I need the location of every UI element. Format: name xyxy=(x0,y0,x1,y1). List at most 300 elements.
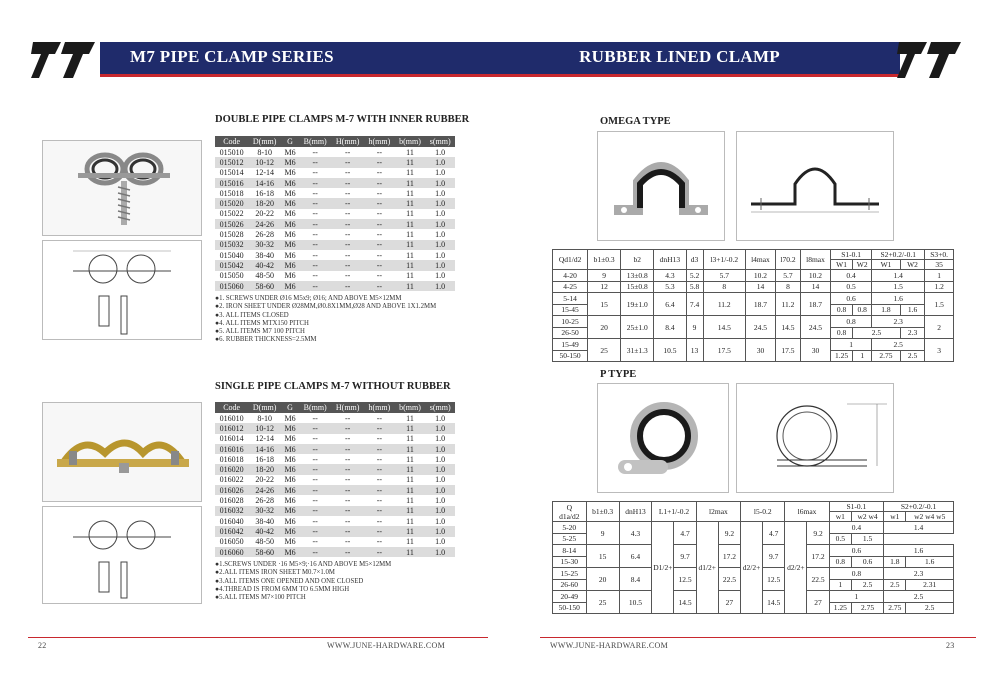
table-cell: 1.0 xyxy=(425,281,455,291)
omega-table xyxy=(552,249,954,362)
table-cell: 1.6 xyxy=(906,556,954,568)
column-header-sub: d1a/d2 xyxy=(559,511,580,521)
table-cell: 26-28 xyxy=(248,229,281,239)
table-cell: -- xyxy=(331,260,364,270)
table-cell: 015018 xyxy=(215,188,248,198)
table-cell: -- xyxy=(364,434,395,444)
table-cell: -- xyxy=(331,219,364,229)
table-cell: 11 xyxy=(395,526,426,536)
table-cell: -- xyxy=(299,516,331,526)
table-cell: 0.8 xyxy=(853,304,872,316)
table-cell: -- xyxy=(331,413,364,423)
footer-line-right xyxy=(540,637,976,638)
table-row xyxy=(215,260,455,270)
table-cell: 1.0 xyxy=(425,475,455,485)
table-cell: -- xyxy=(364,444,395,454)
table-cell: 1.6 xyxy=(872,293,925,305)
table-cell: 11 xyxy=(395,495,426,505)
table-cell: 016042 xyxy=(215,526,248,536)
table-cell: 11 xyxy=(395,250,426,260)
table-cell: 11 xyxy=(395,547,426,557)
table-row xyxy=(215,229,455,239)
column-header: dnH13 xyxy=(619,502,651,522)
table-cell: 1.0 xyxy=(425,516,455,526)
table-cell: 7.4 xyxy=(686,293,703,316)
table-cell: 1.0 xyxy=(425,547,455,557)
table-cell: M6 xyxy=(281,537,299,547)
table-cell: 9 xyxy=(686,316,703,339)
column-header: b1±0.3 xyxy=(586,502,619,522)
table-cell: 1.0 xyxy=(425,506,455,516)
column-header: l70.2 xyxy=(775,250,800,270)
table-cell: 1.0 xyxy=(425,240,455,250)
table-cell: 12-14 xyxy=(248,168,281,178)
table-cell: -- xyxy=(299,178,331,188)
table-cell: 0.6 xyxy=(852,556,884,568)
table-cell: 18-20 xyxy=(248,198,281,208)
table-cell: 015020 xyxy=(215,198,248,208)
brand-logo-left xyxy=(27,38,99,82)
table-cell: 11 xyxy=(395,260,426,270)
table-row xyxy=(215,188,455,198)
table-cell: 58-60 xyxy=(248,281,281,291)
column-header: S2+0.2/-0.1 xyxy=(872,250,925,260)
table-cell: 9.7 xyxy=(674,545,696,568)
table-row xyxy=(215,219,455,229)
column-header: d3 xyxy=(686,250,703,270)
table-cell: 17.2 xyxy=(807,545,829,568)
table-cell: M6 xyxy=(281,516,299,526)
table-cell: M6 xyxy=(281,271,299,281)
table-cell: -- xyxy=(299,188,331,198)
table-cell: 016050 xyxy=(215,537,248,547)
column-header: Code xyxy=(215,136,248,147)
sub-header: w2 w4 xyxy=(852,512,884,522)
single-clamp-photo xyxy=(42,402,202,502)
table-cell: 8 xyxy=(703,281,745,293)
table-cell: 12-14 xyxy=(248,434,281,444)
table-cell: 22.5 xyxy=(718,568,740,591)
table-cell: 1.25 xyxy=(829,602,851,614)
table-cell: M6 xyxy=(281,454,299,464)
table-cell: 4.7 xyxy=(674,522,696,545)
table-cell: 20-22 xyxy=(248,209,281,219)
column-header: s(mm) xyxy=(425,136,455,147)
table-cell: 2.31 xyxy=(906,579,954,591)
table-row xyxy=(215,454,455,464)
table-cell: 1.0 xyxy=(425,260,455,270)
table-cell: 18.7 xyxy=(745,293,775,316)
table-cell: 2.75 xyxy=(884,602,906,614)
table-cell: -- xyxy=(364,178,395,188)
table-cell: 19±1.0 xyxy=(621,293,654,316)
table-cell: 30 xyxy=(801,339,831,362)
table-cell: 9 xyxy=(588,270,621,282)
table-cell: 0.5 xyxy=(829,533,851,545)
note-line: ●2. IRON SHEET UNDER Ø28MM,Ø0.8X1MM,Ø28 AND ABOVE 1X1.2MM xyxy=(215,303,437,311)
table-row xyxy=(215,147,455,157)
note-line: ●5.ALL ITEMS M7×100 PITCH xyxy=(215,594,306,602)
table-cell: 1.0 xyxy=(425,423,455,433)
omega-type-title: OMEGA TYPE xyxy=(600,116,671,127)
table-cell: 1.0 xyxy=(425,434,455,444)
column-header: S3+0. xyxy=(925,250,954,260)
table-cell: 1.0 xyxy=(425,178,455,188)
table-cell: 12 xyxy=(588,281,621,293)
column-header: B(mm) xyxy=(299,402,331,413)
table-cell: -- xyxy=(299,506,331,516)
table-cell: -- xyxy=(364,537,395,547)
table-cell: 1.2 xyxy=(925,281,954,293)
table-cell: -- xyxy=(364,423,395,433)
table-cell: 0.5 xyxy=(830,281,871,293)
sub-header: w1 xyxy=(884,512,906,522)
table-cell: 14.5 xyxy=(763,591,785,614)
table-cell: 015032 xyxy=(215,240,248,250)
table-cell: -- xyxy=(331,526,364,536)
table-row xyxy=(553,339,954,351)
table-cell: 20 xyxy=(588,316,621,339)
table-cell: 016012 xyxy=(215,423,248,433)
table-cell: 0.4 xyxy=(829,522,883,534)
table-cell: 11.2 xyxy=(703,293,745,316)
table-cell: 48-50 xyxy=(248,271,281,281)
table-cell: 3 xyxy=(925,339,954,362)
table-cell: 30-32 xyxy=(248,240,281,250)
table-cell: -- xyxy=(331,250,364,260)
table-cell: -- xyxy=(299,240,331,250)
table-cell: 0.8 xyxy=(829,556,851,568)
table-cell: 20-22 xyxy=(248,475,281,485)
table-cell: 1.0 xyxy=(425,198,455,208)
website-right: WWW.JUNE-HARDWARE.COM xyxy=(550,641,668,650)
table-cell: -- xyxy=(299,198,331,208)
table-cell: -- xyxy=(331,547,364,557)
table-cell: 0.8 xyxy=(830,327,852,339)
table-cell: 0.6 xyxy=(830,293,871,305)
table-cell: 13 xyxy=(686,339,703,362)
table-cell: -- xyxy=(331,464,364,474)
table-cell: 18.7 xyxy=(801,293,831,316)
table-cell: 0.4 xyxy=(830,270,871,282)
table-cell: 50-150 xyxy=(553,350,588,362)
table-cell: d1/2+ xyxy=(696,522,718,614)
note-line: ●3.ALL ITEMS ONE OPENED AND ONE CLOSED xyxy=(215,577,364,585)
table-cell: 10.5 xyxy=(654,339,686,362)
table-cell: -- xyxy=(331,157,364,167)
table-row xyxy=(215,423,455,433)
p-clamp-drawing xyxy=(736,383,894,493)
table-row xyxy=(215,485,455,495)
table-cell: -- xyxy=(331,495,364,505)
table-cell: -- xyxy=(299,229,331,239)
p-clamp-photo xyxy=(597,383,729,493)
table-cell: 1.0 xyxy=(425,147,455,157)
table-cell: -- xyxy=(331,454,364,464)
column-header: G xyxy=(281,136,299,147)
table-cell: 016016 xyxy=(215,444,248,454)
table-row xyxy=(215,281,455,291)
table-cell: 2.5 xyxy=(884,579,906,591)
brand-logo-right xyxy=(893,38,965,82)
table-cell: 2.5 xyxy=(872,339,925,351)
table-cell: 1.5 xyxy=(872,281,925,293)
table-cell: 016022 xyxy=(215,475,248,485)
table-cell: 2.5 xyxy=(900,350,925,362)
table-cell: -- xyxy=(364,168,395,178)
table-cell: 2.75 xyxy=(872,350,901,362)
table-cell: 50-150 xyxy=(553,602,587,614)
table-cell: 18-20 xyxy=(248,464,281,474)
table-cell: -- xyxy=(331,434,364,444)
table-cell: 10.5 xyxy=(619,591,651,614)
table-cell: -- xyxy=(331,506,364,516)
table-cell: 26-28 xyxy=(248,495,281,505)
table-cell: 1.0 xyxy=(425,495,455,505)
table-cell: 016032 xyxy=(215,506,248,516)
table-cell: 11 xyxy=(395,413,426,423)
header-accent-line xyxy=(100,74,900,77)
series-title: M7 PIPE CLAMP SERIES xyxy=(130,47,334,66)
table-cell: 48-50 xyxy=(248,537,281,547)
table-cell: 11 xyxy=(395,454,426,464)
table-cell: 11 xyxy=(395,219,426,229)
note-line: ●2.ALL ITEMS IRON SHEET M0.7×1.0M xyxy=(215,569,335,577)
table-cell: 14 xyxy=(801,281,831,293)
table-cell: 8-10 xyxy=(248,147,281,157)
column-header: H(mm) xyxy=(331,136,364,147)
table-cell: 14.5 xyxy=(775,316,800,339)
column-header: S1-0.1 xyxy=(829,502,883,512)
table-cell: 30 xyxy=(745,339,775,362)
table-cell: 015022 xyxy=(215,209,248,219)
single-clamp-drawing xyxy=(42,506,202,604)
table-cell: 0.8 xyxy=(829,568,883,580)
table-row xyxy=(215,516,455,526)
table-cell: 38-40 xyxy=(248,250,281,260)
table-cell: M6 xyxy=(281,147,299,157)
table-cell: -- xyxy=(364,157,395,167)
sub-header: W2 xyxy=(900,260,925,270)
table-cell: 1 xyxy=(830,339,871,351)
table-cell: 5.2 xyxy=(686,270,703,282)
table-cell: M6 xyxy=(281,209,299,219)
table-cell: 4.3 xyxy=(619,522,651,545)
column-header: h(mm) xyxy=(364,136,395,147)
table-cell: D1/2+ xyxy=(652,522,674,614)
table-cell: 5.7 xyxy=(775,270,800,282)
table-cell: M6 xyxy=(281,178,299,188)
column-header: l2max xyxy=(696,502,740,522)
table-cell: 11 xyxy=(395,198,426,208)
table-cell: 5-20 xyxy=(553,522,587,534)
table-cell: 24-26 xyxy=(248,485,281,495)
table-cell: 1.4 xyxy=(884,522,954,534)
table-cell: 1.0 xyxy=(425,485,455,495)
table-cell: 24.5 xyxy=(801,316,831,339)
column-header: dnH13 xyxy=(654,250,686,270)
table-cell: 1.0 xyxy=(425,413,455,423)
table-cell: -- xyxy=(299,485,331,495)
table-cell: 17.2 xyxy=(718,545,740,568)
table-row xyxy=(215,475,455,485)
table-cell: -- xyxy=(364,260,395,270)
table-cell: 40-42 xyxy=(248,526,281,536)
table-cell: 15-45 xyxy=(553,304,588,316)
sub-header: W2 xyxy=(853,260,872,270)
table-cell: 27 xyxy=(807,591,829,614)
table-cell: 15-30 xyxy=(553,556,587,568)
table-cell: -- xyxy=(364,475,395,485)
table-cell: 5.7 xyxy=(703,270,745,282)
table-cell: 1.0 xyxy=(425,271,455,281)
table-cell: 015050 xyxy=(215,271,248,281)
table-cell: M6 xyxy=(281,495,299,505)
table-cell: 015026 xyxy=(215,219,248,229)
table-row xyxy=(215,250,455,260)
table-cell: 1.0 xyxy=(425,219,455,229)
double-clamp-notes xyxy=(215,295,436,345)
column-header: b1±0.3 xyxy=(588,250,621,270)
table-cell: -- xyxy=(331,240,364,250)
table-cell: 14.5 xyxy=(674,591,696,614)
table-cell: -- xyxy=(364,209,395,219)
table-cell: 016040 xyxy=(215,516,248,526)
table-cell: 58-60 xyxy=(248,547,281,557)
table-cell: 10.2 xyxy=(801,270,831,282)
table-cell: -- xyxy=(299,475,331,485)
table-cell: 8 xyxy=(775,281,800,293)
table-cell: -- xyxy=(299,250,331,260)
table-cell: -- xyxy=(364,229,395,239)
table-cell: 1.6 xyxy=(884,545,954,557)
table-row xyxy=(553,293,954,305)
table-cell: 13±0.8 xyxy=(621,270,654,282)
table-cell: 11 xyxy=(395,157,426,167)
table-cell: 1.5 xyxy=(925,293,954,316)
table-cell: 40-42 xyxy=(248,260,281,270)
table-cell: 12.5 xyxy=(763,568,785,591)
table-cell: 11 xyxy=(395,516,426,526)
column-header: Q d1a/d2 xyxy=(553,502,587,522)
table-row xyxy=(215,168,455,178)
table-cell: 31±1.3 xyxy=(621,339,654,362)
table-cell: 016010 xyxy=(215,413,248,423)
table-cell: 11 xyxy=(395,423,426,433)
table-cell: -- xyxy=(331,485,364,495)
column-header: h(mm) xyxy=(364,402,395,413)
table-cell: -- xyxy=(299,526,331,536)
table-cell: 11 xyxy=(395,444,426,454)
table-cell: M6 xyxy=(281,434,299,444)
table-cell: 11 xyxy=(395,240,426,250)
table-cell: -- xyxy=(299,260,331,270)
single-clamp-table xyxy=(215,402,455,557)
table-cell: 1.0 xyxy=(425,526,455,536)
table-row xyxy=(215,434,455,444)
table-cell: 1.4 xyxy=(872,270,925,282)
note-line: ●5. ALL ITEMS M7 100 PITCH xyxy=(215,328,305,336)
table-cell: -- xyxy=(299,464,331,474)
column-header: s(mm) xyxy=(425,402,455,413)
column-header: S1-0.1 xyxy=(830,250,871,260)
column-header: l8max xyxy=(801,250,831,270)
table-cell: 8.4 xyxy=(654,316,686,339)
table-cell: 015042 xyxy=(215,260,248,270)
table-cell: 27 xyxy=(718,591,740,614)
table-cell: 1 xyxy=(829,591,883,603)
sub-header: W1 xyxy=(872,260,901,270)
table-cell: -- xyxy=(331,444,364,454)
table-cell: 10-12 xyxy=(248,423,281,433)
table-cell: 016028 xyxy=(215,495,248,505)
omega-clamp-drawing xyxy=(736,131,894,241)
table-cell: 1 xyxy=(925,270,954,282)
table-cell: -- xyxy=(299,413,331,423)
table-cell: 2 xyxy=(925,316,954,339)
column-header: b(mm) xyxy=(395,136,426,147)
table-cell: -- xyxy=(331,537,364,547)
table-cell: 4.7 xyxy=(763,522,785,545)
table-row xyxy=(215,547,455,557)
table-cell: 5-25 xyxy=(553,533,587,545)
p-type-title: P TYPE xyxy=(600,369,637,380)
table-cell: -- xyxy=(364,506,395,516)
table-cell: 11 xyxy=(395,229,426,239)
table-cell: -- xyxy=(299,444,331,454)
table-cell: -- xyxy=(331,475,364,485)
p-type-table xyxy=(552,501,954,614)
table-cell: 20 xyxy=(586,568,619,591)
table-cell: 8.4 xyxy=(619,568,651,591)
table-cell: 016060 xyxy=(215,547,248,557)
table-cell: -- xyxy=(364,281,395,291)
note-line: ●4. ALL ITEMS MTX150 PITCH xyxy=(215,319,309,327)
table-cell: 0.6 xyxy=(829,545,883,557)
table-cell: M6 xyxy=(281,547,299,557)
table-cell: 8-14 xyxy=(553,545,587,557)
table-cell: 30-32 xyxy=(248,506,281,516)
column-header: b(mm) xyxy=(395,402,426,413)
table-cell: 16-18 xyxy=(248,188,281,198)
table-cell: -- xyxy=(299,271,331,281)
column-header: G xyxy=(281,402,299,413)
table-cell: M6 xyxy=(281,506,299,516)
table-cell: 11 xyxy=(395,485,426,495)
table-cell: 6.4 xyxy=(619,545,651,568)
table-row xyxy=(553,522,954,534)
table-cell: -- xyxy=(299,281,331,291)
table-cell: 11 xyxy=(395,537,426,547)
table-cell: -- xyxy=(364,240,395,250)
table-cell: 11 xyxy=(395,464,426,474)
column-header: D(mm) xyxy=(248,402,281,413)
table-row xyxy=(553,281,954,293)
product-title: RUBBER LINED CLAMP xyxy=(579,47,780,66)
table-cell: 11 xyxy=(395,271,426,281)
table-cell: 11 xyxy=(395,188,426,198)
table-cell: 10-12 xyxy=(248,157,281,167)
website-left: WWW.JUNE-HARDWARE.COM xyxy=(327,641,445,650)
double-clamp-table xyxy=(215,136,455,291)
table-cell: 11 xyxy=(395,209,426,219)
table-cell: -- xyxy=(299,537,331,547)
table-cell: 015028 xyxy=(215,229,248,239)
table-cell: 1.0 xyxy=(425,454,455,464)
table-cell: 24.5 xyxy=(745,316,775,339)
table-cell: 1.0 xyxy=(425,168,455,178)
table-row xyxy=(215,178,455,188)
